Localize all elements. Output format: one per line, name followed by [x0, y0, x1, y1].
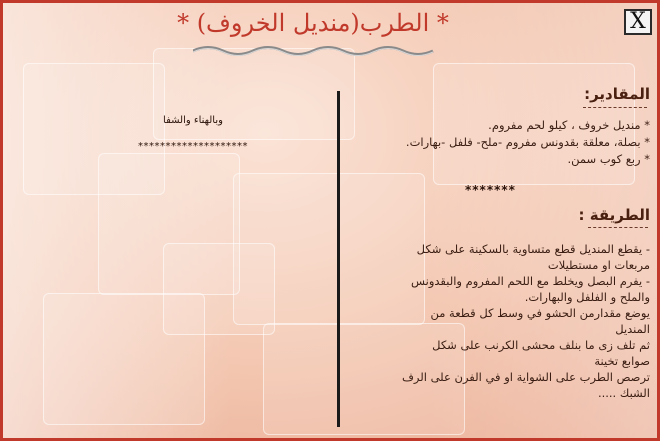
ingredients-heading: المقادير:: [584, 85, 650, 103]
method-line: صوابع تخينة: [594, 354, 650, 368]
closing-note: وبالهناء والشفا: [163, 115, 223, 126]
title-wave-divider: [193, 43, 443, 59]
page-title: * الطرب(منديل الخروف) *: [177, 9, 449, 37]
heading-underline: [588, 227, 648, 228]
ingredient-item: * بصلة، معلقة بقدونس مفروم -ملح- فلفل -بهارات.: [405, 135, 650, 149]
method-line: يوضع مقدارمن الحشو في وسط كل قطعة من: [430, 306, 650, 320]
method-line: - يقطع المنديل قطع متساوية بالسكينة على شكل: [416, 242, 650, 256]
method-line: المنديل: [615, 322, 650, 336]
method-line: ترصص الطرب على الشواية او في الفرن على الرف: [401, 370, 650, 384]
method-line: - يفرم البصل ويخلط مع اللحم المفروم والبقدونس: [410, 274, 650, 288]
method-heading: الطريقة :: [578, 206, 650, 224]
ingredient-item: * ربع كوب سمن.: [567, 152, 650, 166]
background-panel: [153, 48, 355, 140]
heading-underline: [583, 107, 647, 108]
separator-stars: *******: [465, 183, 516, 197]
close-button[interactable]: X: [624, 9, 652, 35]
method-line: الشبك .....: [597, 386, 650, 400]
ingredient-item: * منديل خروف ، كيلو لحم مفروم.: [488, 118, 650, 132]
column-divider: [337, 91, 340, 427]
method-line: والملح و الفلفل والبهارات.: [524, 290, 650, 304]
method-line: ثم تلف زى ما بنلف محشى الكرنب على شكل: [432, 338, 650, 352]
ingredients-list: [345, 117, 650, 168]
method-text: [345, 241, 650, 401]
method-line: مربعات او مستطيلات: [547, 258, 650, 272]
background-panel: [163, 243, 275, 335]
closing-stars: ********************: [138, 141, 248, 152]
